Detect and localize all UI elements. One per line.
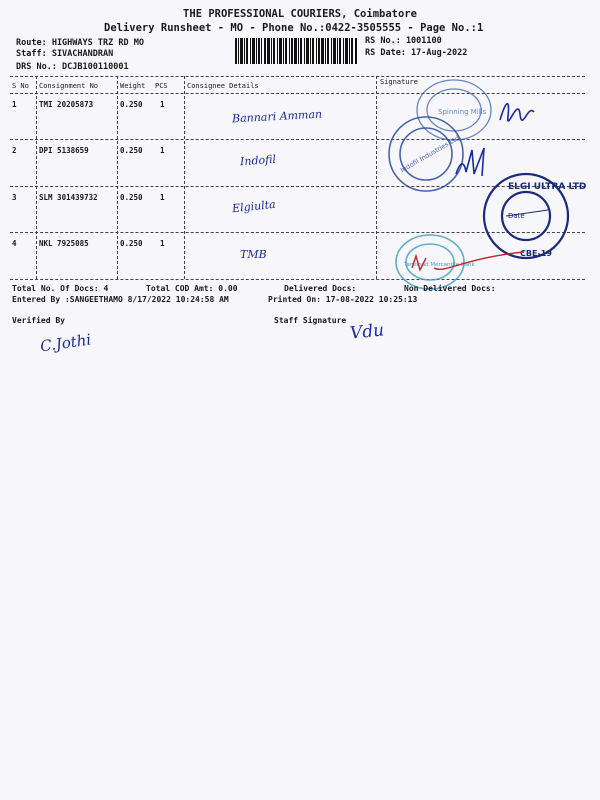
row-2-weight: 0.250 xyxy=(120,146,143,155)
column-divider xyxy=(184,76,185,279)
header-sno: S No xyxy=(12,82,29,90)
column-divider xyxy=(36,76,37,279)
printed-on: Printed On: 17-08-2022 10:25:13 xyxy=(268,295,418,304)
route-label: Route: HIGHWAYS TRZ RD MO xyxy=(16,38,144,48)
barcode-image xyxy=(235,38,357,64)
row-4-pcs: 1 xyxy=(160,239,165,248)
row-4-consignee-handwriting: TMB xyxy=(240,248,267,261)
row-1-pcs: 1 xyxy=(160,100,165,109)
rs-number: RS No.: 1001100 xyxy=(365,36,442,46)
row-4-signature xyxy=(404,248,534,282)
row-4-weight: 0.250 xyxy=(120,239,143,248)
staff-label: Staff: SIVACHANDRAN xyxy=(16,49,114,59)
total-docs: Total No. Of Docs: 4 xyxy=(12,284,109,293)
column-divider xyxy=(376,76,377,279)
row-1-consignment: TMI 20205873 xyxy=(39,100,94,109)
company-title: THE PROFESSIONAL COURIERS, Coimbatore xyxy=(183,8,417,20)
non-delivered-docs: Non Delivered Docs: xyxy=(404,284,496,293)
row-3-consignment: SLM 301439732 xyxy=(39,193,98,202)
elgi-stamp-date: Date xyxy=(508,212,525,220)
header-consignee: Consignee Details xyxy=(187,82,259,90)
verified-by-signature: C.Jothi xyxy=(38,330,93,356)
row-1-signature xyxy=(496,90,540,130)
row-3-weight: 0.250 xyxy=(120,193,143,202)
row-2-sno: 2 xyxy=(12,146,17,155)
row-1-consignee-handwriting: Bannari Amman xyxy=(231,107,323,126)
total-cod: Total COD Amt: 0.00 xyxy=(146,284,238,293)
row-2-pcs: 1 xyxy=(160,146,165,155)
rs-date: RS Date: 17-Aug-2022 xyxy=(365,48,468,58)
row-divider xyxy=(10,139,585,140)
row-3-consignee-handwriting: Elgiulta xyxy=(231,197,277,216)
row-4-consignment: NKL 7925085 xyxy=(39,239,89,248)
header-signature: Signature xyxy=(380,78,418,86)
header-pcs: PCS xyxy=(155,82,168,90)
table-top-rule xyxy=(10,76,585,77)
row-1-weight: 0.250 xyxy=(120,100,143,109)
indofil-stamp-text: Indofil Industries Ltd. xyxy=(399,132,463,175)
elgi-stamp-city: CBE-19 xyxy=(520,249,552,258)
row-1-sno: 1 xyxy=(12,100,17,109)
drs-number: DRS No.: DCJB100110001 xyxy=(16,62,129,72)
row-3-pcs: 1 xyxy=(160,193,165,202)
verified-by-label: Verified By xyxy=(12,316,65,325)
tamilnad-stamp-text: Tamilnad Mercantile Bank xyxy=(404,262,475,268)
runsheet-subtitle: Delivery Runsheet - MO - Phone No.:0422-3505555 - Page No.:1 xyxy=(104,22,484,34)
entered-by: Entered By :SANGEETHAMO 8/17/2022 10:24:58 AM xyxy=(12,295,229,304)
row-3-sno: 3 xyxy=(12,193,17,202)
row-2-consignment: DPI 5138659 xyxy=(39,146,89,155)
row-2-signature xyxy=(452,140,496,184)
staff-signature-label: Staff Signature xyxy=(274,316,347,325)
spinning-stamp-text: Spinning Mills xyxy=(438,108,487,116)
row-4-sno: 4 xyxy=(12,239,17,248)
header-weight: Weight xyxy=(120,82,146,90)
staff-signature-handwriting: Vdu xyxy=(349,320,386,344)
elgi-stamp-text: ELGI ULTRA LTD xyxy=(508,182,587,192)
column-divider xyxy=(117,76,118,279)
header-consignment: Consignment No xyxy=(39,82,99,90)
delivered-docs: Delivered Docs: xyxy=(284,284,357,293)
row-2-consignee-handwriting: Indofil xyxy=(239,152,277,169)
